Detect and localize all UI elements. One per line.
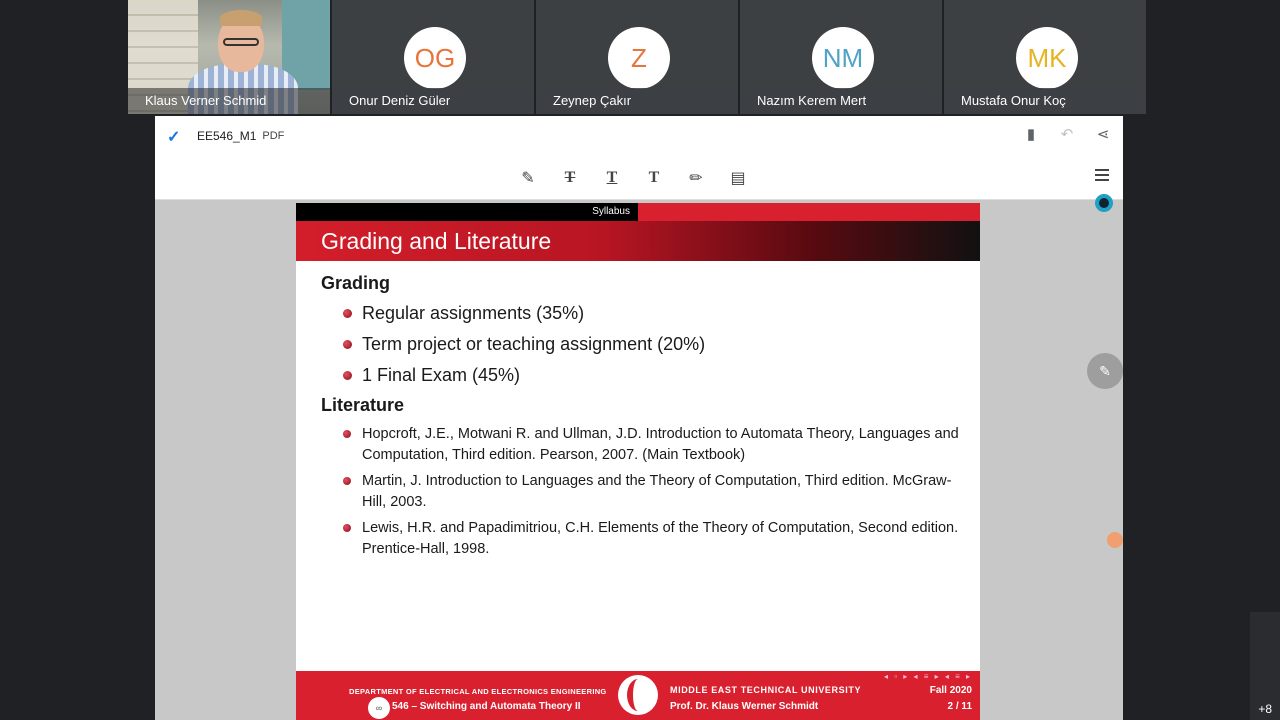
floating-edit-icon[interactable]: ✎ <box>1087 353 1123 389</box>
list-item: Regular assignments (35%) <box>321 302 961 324</box>
video-person-hair <box>220 10 262 26</box>
participant-avatar <box>812 27 874 89</box>
avatar-initials: NM <box>822 42 864 73</box>
participant-name: Mustafa Onur Koç <box>944 88 1146 114</box>
annotation-toolbar <box>155 156 1123 200</box>
record-indicator-icon[interactable] <box>1107 532 1123 548</box>
slide-nav-icons[interactable]: ◂ ▫ ▸ ◂ ≡ ▸ ◂ ≡ ▸ <box>883 672 972 681</box>
participant-tile[interactable] <box>536 0 738 114</box>
pdf-viewer <box>155 116 1123 720</box>
slide-page <box>296 203 980 720</box>
share-icon[interactable]: ⋖ <box>1096 126 1110 143</box>
status-ring-icon[interactable] <box>1095 194 1113 212</box>
participant-avatar <box>404 27 466 89</box>
undo-icon[interactable]: ↶ <box>1060 126 1074 143</box>
participant-name: Zeynep Çakır <box>536 88 738 114</box>
slide-title: Grading and Literature <box>296 221 980 261</box>
avatar-initials: OG <box>414 42 456 73</box>
footer-department: DEPARTMENT OF ELECTRICAL AND ELECTRONICS ENGINEERING <box>349 687 607 696</box>
footer-professor: Prof. Dr. Klaus Werner Schmidt <box>670 701 819 712</box>
document-type: PDF <box>262 130 285 142</box>
strikethrough-text-icon[interactable]: T <box>564 169 576 186</box>
participant-avatar <box>608 27 670 89</box>
footer-page-number: 2 / 11 <box>947 701 972 712</box>
list-item: Term project or teaching assignment (20%) <box>321 333 961 355</box>
slide-top-bar-accent <box>638 203 980 221</box>
video-person-glasses <box>223 38 259 46</box>
slide-section: Syllabus <box>592 206 630 217</box>
slide-body <box>321 273 961 565</box>
participant-tile-video[interactable] <box>128 0 330 114</box>
list-item: Lewis, H.R. and Papadimitriou, C.H. Elements of the Theory of Computation, Second edition. Prentice-Hall, 1998. <box>321 518 961 560</box>
document-name: EE546_M1 <box>197 129 257 143</box>
tool-group <box>519 168 747 188</box>
participant-avatar <box>1016 27 1078 89</box>
participant-tile[interactable] <box>740 0 942 114</box>
university-logo <box>618 675 658 715</box>
participant-tile[interactable] <box>944 0 1146 114</box>
list-item: 1 Final Exam (45%) <box>321 364 961 386</box>
participant-name: Onur Deniz Güler <box>332 88 534 114</box>
more-participants-count[interactable]: +8 <box>1258 702 1272 716</box>
file-icon[interactable]: ▮ <box>1026 126 1036 143</box>
text-icon[interactable]: T <box>648 169 660 186</box>
participant-tile[interactable] <box>332 0 534 114</box>
viewer-header <box>155 116 1123 156</box>
outline-list-icon[interactable] <box>1095 169 1109 183</box>
header-actions <box>1023 126 1111 144</box>
participant-name: Klaus Verner Schmid <box>128 88 330 114</box>
comment-icon[interactable]: ▤ <box>730 168 746 187</box>
pencil-icon[interactable]: ✏ <box>689 168 703 187</box>
drag-handle-icon[interactable]: ∞ <box>368 697 390 719</box>
check-icon[interactable]: ✓ <box>167 129 181 146</box>
slide-footer <box>296 671 980 720</box>
footer-university: MIDDLE EAST TECHNICAL UNIVERSITY <box>670 685 862 695</box>
list-item: Hopcroft, J.E., Motwani R. and Ullman, J.D. Introduction to Automata Theory, Languages and Computation, Third edition. Pearson, 2007. (Main Textbook) <box>321 424 961 466</box>
participant-strip <box>128 0 1149 114</box>
avatar-initials: MK <box>1027 42 1067 73</box>
footer-course: 546 – Switching and Automata Theory II <box>392 701 581 712</box>
literature-heading: Literature <box>321 395 405 415</box>
marker-icon[interactable]: ✎ <box>521 168 535 187</box>
footer-term: Fall 2020 <box>929 685 972 696</box>
participant-name: Nazım Kerem Mert <box>740 88 942 114</box>
avatar-initials: Z <box>631 42 647 73</box>
grading-heading: Grading <box>321 273 391 293</box>
list-item: Martin, J. Introduction to Languages and the Theory of Computation, Third edition. McGraw-Hill, 2003. <box>321 471 961 513</box>
underline-text-icon[interactable]: T <box>606 169 618 186</box>
